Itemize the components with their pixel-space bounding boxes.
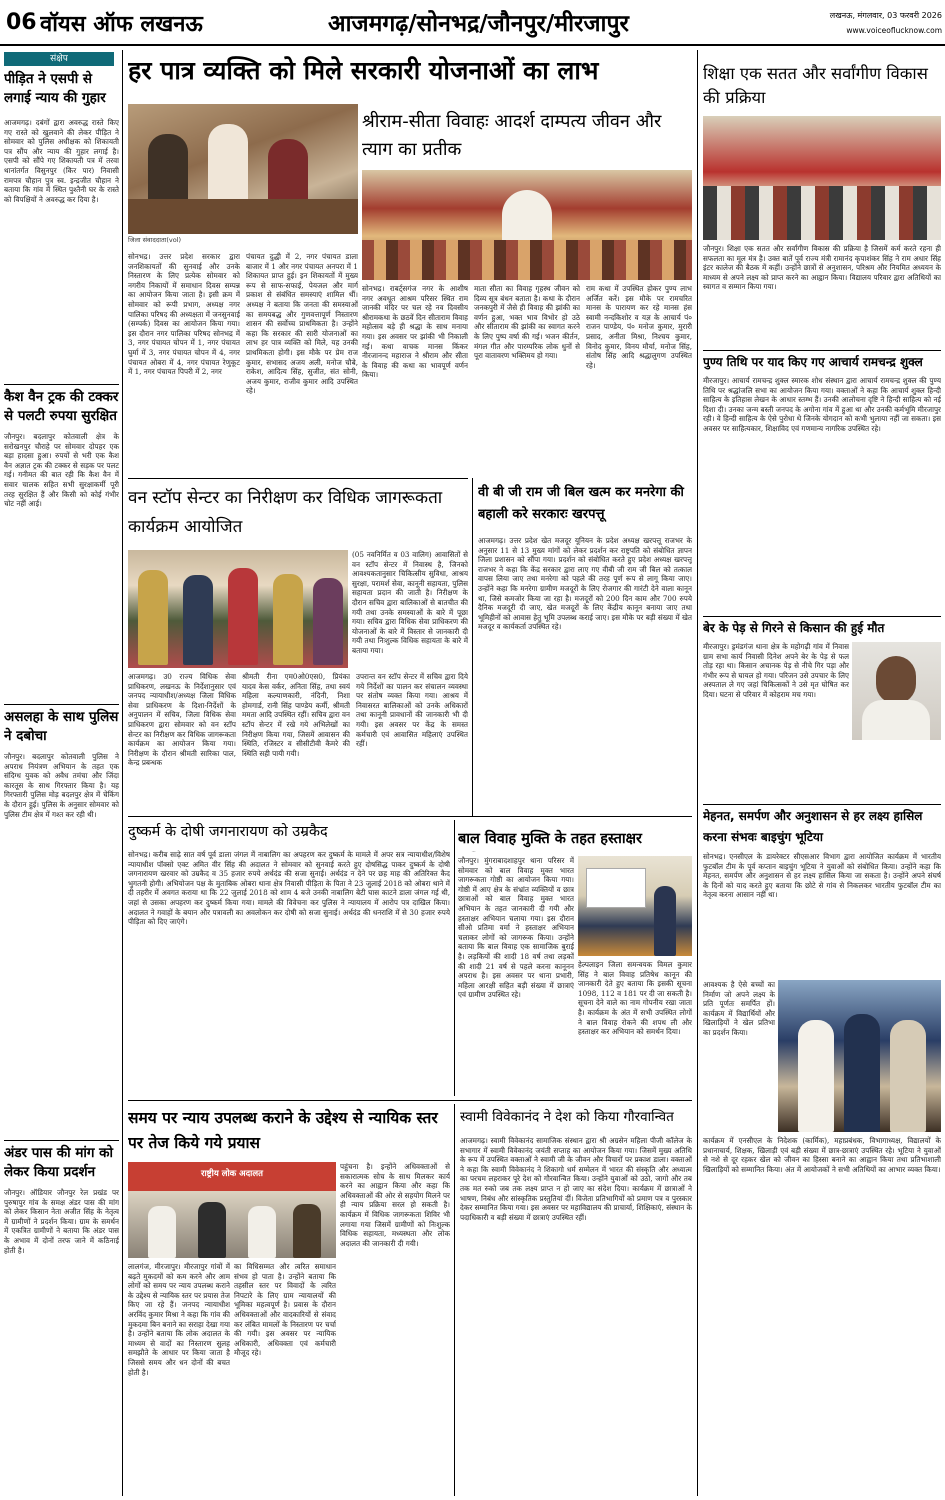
ram-sita-photo	[362, 170, 692, 280]
lead-body-col1: सोनभद्र। उत्तर प्रदेश सरकार द्वारा जनशिकायतों की सुनवाई और उनके निस्तारण के लिए प्रत्येक सोमवार को नगरीय निकायों में समाधान दिवस सम्पन्न का आयोजन किया जाता है। इसी क्रम में सोमवार को रूपी प्रभाग, अध्यक्ष नगर पालिका परिषद की अध्यक्षता में जनसुनवाई (सम्पर्क) दिवस का आयोजन किया गया। इस दौरान नगर पालिका परिषद सोनभद्र में 3, नगर पंचायत चोपन में 1, नगर पंचायत घुर्मा में 3, नगर पंचायत चोपन में 4, नगर पंचायत ओबरा में 4, नगर पंचायत रेणुकूट में 1, नगर पंचायत पिपरी में 2, नगर	[128, 252, 240, 377]
masthead	[0, 0, 945, 46]
column-rule	[472, 478, 473, 816]
osc-col3: उपरान्त वन स्टॉप सेन्टर में सचिव द्वारा दिये गये निर्देशों का पालन कर संचालन व्यवस्था पर संतोष व्यक्त किया गया। आश्रय में निवासरत बालिकाओं को उनके अधिकारों तथा कानूनी प्रावधानों की जानकारी भी दी गयी। इस अवसर पर केंद्र के समस्त कर्मचारी एवं आवासित महिलाएं उपस्थित रहीं।	[356, 672, 468, 749]
section-title: आजमगढ़/सोनभद्र/जौनपुर/मीरजापुर	[328, 11, 629, 37]
sidebar-headline-4: अंडर पास की मांग को लेकर किया प्रदर्शन	[4, 1145, 114, 1180]
sidebar-divider	[4, 1140, 119, 1141]
justice-body-3: पहुंचना है। इन्होंने अधिवक्ताओं से सकारात्मक सोच के साथ मिलकर कार्य करने का आह्वान किया और कहा कि अधिवक्ताओं की ओर से सहयोग मिलने पर ही न्याय प्रक्रिया सरल हो सकती है। कार्यक्रम में विधिक जागरूकता शिविर भी लगाया गया जिसमें ग्रामीणों को निःशुल्क विधिक सहायता, मध्यस्थता और लोक अदालत की जानकारी दी गयी।	[340, 1162, 450, 1248]
sidebar-body-1: आजमगढ़। दबंगों द्वारा अवरुद्ध रास्ते किए गए रास्ते को खुलवाने की लेकर पीड़ित ने सोमवार को पुलिस अधीक्षक को शिकायती पत्र सौंप और न्याय की गुहार लगाई है। एसपी को सौंपे गए शिकायती पत्र में तरवा थानांतर्गत विसुनपुर (किर पार) निवासी रामपत्र चौहान पुत्र स्व. इन्द्रजीत चौहान ने बताया कि गांव में स्थित पुश्तैनी घर के रास्ते को विपक्षियों ने अवरुद्ध कर दिया है।	[4, 118, 119, 204]
horizontal-rule	[703, 804, 941, 805]
horizontal-rule	[128, 816, 692, 817]
shukla-headline: पुण्य तिथि पर याद किए गए आचार्य रामचन्द्र शुक्ल	[703, 355, 923, 369]
vivekanand-headline: स्वामी विवेकानंद ने देश को किया गौरवान्वित	[460, 1109, 674, 1125]
sidebar-headline-1: पीड़ित ने एसपी से लगाई न्याय की गुहार	[4, 71, 106, 106]
horizontal-rule	[703, 350, 941, 351]
shukla-body: मीरजापुर। आचार्य रामचन्द्र शुक्ल स्मारक शोध संस्थान द्वारा आचार्य रामचन्द्र शुक्ल की पुण्य तिथि पर श्रद्धांजलि सभा का आयोजन किया गया। वक्ताओं ने कहा कि आचार्य शुक्ल हिन्दी साहित्य के इतिहास लेखन के आधार स्तम्भ हैं। उनकी आलोचना दृष्टि ने हिन्दी साहित्य को नई दिशा दी। उनका जन्म बस्ती जनपद के अगोना गांव में हुआ था और उनकी कर्मभूमि मीरजापुर रही। वे हिन्दी साहित्य के ऐसे पुरोधा थे जिनके योगदान को कभी भुलाया नहीं जा सकता। इस अवसर पर साहित्यकार, शिक्षाविद एवं गणमान्य नागरिक उपस्थित रहे।	[703, 376, 941, 433]
education-headline: शिक्षा एक सतत और सर्वांगीण विकास की प्रक्रिया	[703, 64, 928, 107]
court-headline: दुष्कर्म के दोषी जगनारायण को उम्रकैद	[128, 824, 328, 840]
child-body: जौनपुर। मुंगराबादशाहपुर थाना परिसर में सोमवार को बाल विवाह मुक्त भारत जागरूकता गोष्ठी का आयोजन किया गया। गोष्ठी में आए क्षेत्र के संभ्रांत व्यक्तियों व छात्र छात्राओं को बाल विवाह मुक्त भारत अभियान के तहत जानकारी दी गयी और हस्ताक्षर अभियान चलाया गया। इस दौरान सीओ प्रतिमा वर्मा ने हस्ताक्षर अभियान चलाकर लोगों को जागरूक किया। उन्होंने बताया कि बाल विवाह एक सामाजिक बुराई है। लड़कियों की शादी 18 वर्ष तथा लड़कों की शादी 21 वर्ष से पहले करना कानूनन अपराध है। इस अवसर पर थाना प्रभारी, महिला आरक्षी सहित बड़ी संख्या में छात्राएं एवं ग्रामीण उपस्थित रहे।	[458, 856, 574, 1000]
date-line: लखनऊ, मंगलवार, 03 फरवरी 2026	[829, 11, 942, 20]
hardwork-body: सोनभद्र। एनसीएल के डायरेक्टर सीएसआर विभाग द्वारा आयोजित कार्यक्रम में भारतीय फुटबॉल टीम के पूर्व कप्तान बाइचुंग भूटिया ने युवाओं को संबोधित किया। उन्होंने कहा कि मेहनत, समर्पण और अनुशासन से हर लक्ष्य हासिल किया जा सकता है। उन्होंने अपने संघर्ष के दिनों को याद करते हुए बताया कि छोटे से गांव से निकलकर भारतीय फुटबॉल टीम का नेतृत्व करना आसान नहीं था।	[703, 852, 941, 900]
ram-sita-col1: सोनभद्र। राबर्ट्सगंज नगर के आशीष नगर अवधूत आश्रम परिसर स्थित राम जानकी मंदिर पर चल रहे नव दिवसीय श्रीरामकथा के छठवें दिन सीताराम विवाह महोत्सव बड़े ही श्रद्धा के साथ मनाया गया। इस अवसर पर झांकी भी निकाली गई। कथा वाचक मानस किंकर नीरजानन्द महाराज ने श्रीराम और सीता के विवाह की कथा का भावपूर्ण वर्णन किया।	[362, 284, 468, 380]
ber-photo	[852, 642, 941, 740]
education-photo	[703, 116, 941, 240]
education-body: जौनपुर। शिक्षा एक सतत और सर्वांगीण विकास की प्रक्रिया है जिसमें कर्म करते रहना ही सफलता का मूल मंत्र है। उक्त बातें पूर्व राज्य मंत्री रामानंद कृपाशंकर सिंह ने राम अधार सिंह इंटर कालेज की बैठक में कहीं। उन्होंने छात्रों से अनुशासन, परिश्रम और नियमित अध्ययन के माध्यम से अपने लक्ष्य को प्राप्त करने का आह्वान किया। विद्यालय परिवार द्वारा अतिथियों का स्वागत व सम्मान किया गया।	[703, 244, 941, 292]
column-rule	[454, 820, 455, 1096]
osc-right-text: (05 नवनिर्मित व 03 वालिग) आवासितों से वन स्टॉप सेन्टर में निवास्थ है, जिनको आवश्यकतानुसार चिकित्सीय सुविधा, आश्रय सुरक्षा, परामर्श सेवा, कानूनी सहायता, पुलिस सहायता प्रदान की जाती है। निरीक्षण के दौरान सचिव द्वारा बालिकाओं से बातचीत की गयी तथा उनके समस्याओं के बारे में पूछा गया। सचिव द्वारा विधिक सेवा प्राधिकरण की योजनाओं के बारे में विस्तार से जानकारी दी गयी तथा निःशुल्क विधिक सहायता के बारे में बताया गया।	[352, 550, 468, 655]
website: www.voiceoflucknow.com	[846, 26, 942, 35]
sidebar-divider	[4, 384, 119, 385]
osc-headline: वन स्टॉप सेन्टर का निरीक्षण कर विधिक जागरूकता कार्यक्रम आयोजित	[128, 488, 443, 537]
lead-photo	[128, 104, 358, 234]
justice-body-1: लालगंज, मीरजापुर। मीरजापुर गांवों में बढ़ते मुकदमों को कम करने और आम लोगों को समय पर न्याय उपलब्ध कराने के उद्देश्य से न्यायिक स्तर पर प्रयास तेज किए जा रहे हैं। जनपद न्यायाधीश अरविंद कुमार मिश्रा ने कहा कि गांव की मुकदमा बिन बनाने का सराहा देखा गया है। उन्होंने बताया कि लोक अदालत के माध्यम से वादों का निस्तारण सुलह समझौते के आधार पर किया जाता है जिससे समय और धन दोनों की बचत होती है।	[128, 1262, 230, 1377]
column-rule	[122, 50, 123, 1496]
masthead-rule	[0, 44, 945, 46]
paper-name: वॉयस ऑफ लखनऊ	[40, 12, 203, 37]
justice-photo-banner: राष्ट्रीय लोक अदालत	[200, 1169, 263, 1179]
court-body: सोनभद्र। करीब साढ़े सात वर्ष पूर्व डाला जंगल में नाबालिग का अपहरण कर दुष्कर्म के मामले में अपर सत्र न्यायाधीश/विशेष न्यायाधीश पॉक्सो एक्ट अमित वीर सिंह की अदालत ने सोमवार को सुनवाई करते हुए दोषसिद्ध पाकर दुष्कर्म के दोषी जगनारायण खरवार को उम्रकैद व 35 हजार रुपये अर्थदंड की सजा सुनाई। अर्थदंड न देने पर छह माह की अतिरिक्त कैद भुगतनी होगी। अभियोजन पक्ष के मुताबिक ओबरा थाना क्षेत्र निवासी पीड़िता के पिता ने 23 जुलाई 2018 को ओबरा थाने में दी तहरीर में अवगत कराया था कि 22 जुलाई 2018 को शाम 4 बजे उनकी नाबालिग बेटी घास काटने डाला जंगल गई थी, जहां से उसका अपहरण कर दुष्कर्म किया गया। मामले की विवेचना कर पुलिस ने न्यायालय में आरोप पत्र दाखिल किया। अदालत ने गवाहों के बयान और पत्रावली का अवलोकन कर दोषी को सजा सुनाई। अर्थदंड की धनराशि में से 30 हजार रुपये पीड़िता को दिए जाएंगे।	[128, 850, 450, 927]
page-number: 06	[6, 10, 37, 35]
horizontal-rule	[128, 1100, 692, 1101]
sidebar-headline-2: कैश वैन ट्रक की टक्कर से पलटी रुपया सुरक्षित	[4, 389, 119, 424]
ber-body: मीरजापुर। ड्रमंडगंज थाना क्षेत्र के महोगढ़ी गांव में निवास ग्राम सभा कार्य निवासी दिनेश अपने बेर के पेड़ से फल तोड़ रहा था। किसान अचानक पेड़ से नीचे गिर पड़ा और गंभीर रूप से घायल हो गया। परिजन उसे उपचार के लिए अस्पताल ले गए जहां चिकित्सकों ने उसे मृत घोषित कर दिया। घटना से परिवार में कोहराम मच गया।	[703, 642, 849, 699]
lead-headline: हर पात्र व्यक्ति को मिले सरकारी योजनाओं का लाभ	[128, 56, 599, 85]
child-headline: बाल विवाह मुक्ति के तहत हस्ताक्षर	[458, 831, 642, 847]
lead-photo-caption: जिला संवाददाता(vol)	[128, 236, 182, 244]
justice-body-2: का विधिसम्मत और त्वरित समाधान संभव हो पाता है। उन्होंने बताया कि तहसील स्तर पर विवादों के त्वरित निपटारे के लिए ग्राम न्यायालयों की भूमिका महत्वपूर्ण है। प्रवास के दौरान अधिवक्ताओं और वादकारियों से संवाद कर लंबित मामलों के निस्तारण पर चर्चा की गयी। इस अवसर पर न्यायिक अधिकारी, अधिवक्ता एवं कर्मचारी मौजूद रहे।	[234, 1262, 336, 1358]
horizontal-rule	[128, 478, 468, 479]
ram-sita-headline: श्रीराम-सीता विवाहः आदर्श दाम्पत्य जीवन और त्याग का प्रतीक	[362, 111, 662, 160]
ram-sita-col2: माता सीता का विवाह गृहस्थ जीवन को दिव्य सूत्र बंधन बताता है। कथा के दौरान जनकपुरी में जैसे ही विवाह की झांकी का वर्णन हुआ, भक्त भाव विभोर हो उठे और सीताराम की झांकी का स्वागत करने के लिए पुष्प वर्षा की गई। भजन कीर्तन, मंगल गीत और पारम्परिक लोक धुनों से पूरा वातावरण भक्तिमय हो गया।	[474, 284, 580, 361]
horizontal-rule	[703, 616, 941, 617]
sidebar-body-3: जौनपुर। बदलापुर कोतवाली पुलिस ने अपराध नियंत्रण अभियान के तहत एक संदिग्ध युवक को अवैध तमंचा और जिंदा कारतूस के साथ गिरफ्तार किया है। यह गिरफ्तारी पुलिस मोड़ बदलपुर क्षेत्र में चेकिंग के दौरान हुई। पुलिस के अनुसार सोमवार को पुलिस टीम क्षेत्र में गश्त कर रही थी।	[4, 752, 119, 819]
ber-headline: बेर के पेड़ से गिरने से किसान की हुई मौत	[703, 621, 885, 635]
sidebar-body-4: जौनपुर। ऑडियार जौनपुर रेल प्रखंड पर पुरुषापुर गांव के समक्ष अंडर पास की मांग को लेकर किसान नेता अजीत सिंह के नेतृत्व में ग्रामीणों ने प्रदर्शन किया। ग्राम के समर्थन में एकत्रित ग्रामीणों ने बताया कि अंडर पास के अभाव में दोनों तरफ जाने में कठिनाई होती है।	[4, 1188, 119, 1255]
vivekanand-body: आजमगढ़। स्वामी विवेकानंद सामाजिक संस्थान द्वारा श्री अग्रसेन महिला पीजी कॉलेज के सभागार में स्वामी विवेकानंद जयंती सप्ताह का आयोजन किया गया। जिसमें मुख्य अतिथि के रूप में उपस्थित वक्ताओं ने स्वामी जी के जीवन और विचारों पर प्रकाश डाला। वक्ताओं ने कहा कि स्वामी विवेकानंद ने शिकागो धर्म सम्मेलन में भारत की संस्कृति और अध्यात्म का परचम लहराकर पूरे देश को गौरवान्वित किया। उन्होंने युवाओं को उठो, जागो और तब तक मत रुको जब तक लक्ष्य प्राप्त न हो जाए का संदेश दिया। कार्यक्रम में छात्राओं ने भाषण, निबंध और सांस्कृतिक प्रस्तुतियां दीं। विजेता प्रतिभागियों को प्रमाण पत्र व पुरस्कार देकर सम्मानित किया गया। इस अवसर पर महाविद्यालय की प्राचार्या, शिक्षिकाएं, संस्थान के पदाधिकारी व बड़ी संख्या में छात्राएं उपस्थित रहीं।	[460, 1136, 692, 1222]
vb-body: आजमगढ़। उत्तर प्रदेश खेत मजदूर यूनियन के प्रदेश अध्यक्ष खरपत्तू राजभर के अनुसार 11 से 13 मुख्य मांगों को लेकर प्रदर्शन कर राष्ट्रपति को संबोधित ज्ञापन जिला प्रशासन को सौंपा गया। प्रदर्शन को संबोधित करते हुए प्रदेश अध्यक्ष खरपत्तू राजभर ने कहा कि केंद्र सरकार द्वारा लाए गए वीबी जी राम जी बिल को तत्काल वापस लिया जाए तथा मनरेगा को पहले की तरह पूर्ण रूप से लागू किया जाए। उन्होंने कहा कि मनरेगा ग्रामीण मजदूरों के लिए रोजगार की गारंटी देने वाला कानून था, जिसे कमजोर किया जा रहा है। मजदूरों को 200 दिन काम और 700 रुपये दैनिक मजदूरी दी जाए, खेत मजदूरों के लिए केंद्रीय कानून बनाया जाए तथा भूमिहीनों को आवास हेतु भूमि उपलब्ध कराई जाए। इस मौके पर बड़ी संख्या में खेत मजदूर व कार्यकर्ता उपस्थित रहे।	[478, 536, 692, 632]
sidebar-divider	[4, 704, 119, 705]
child-body-2: हेल्पलाइन जिला समन्वयक विमल कुमार सिंह ने बाल विवाह प्रतिषेध कानून की जानकारी देते हुए बताया कि इसकी सूचना 1098, 112 व 181 पर दी जा सकती है। सूचना देने वाले का नाम गोपनीय रखा जाता है। कार्यक्रम के अंत में सभी उपस्थित लोगों ने बाल विवाह रोकने की शपथ ली और हस्ताक्षर कर अभियान को समर्थन दिया।	[578, 960, 692, 1037]
column-rule	[454, 1104, 455, 1496]
hardwork-body-3: कार्यक्रम में एनसीएल के निदेशक (कार्मिक), महाप्रबंधक, विभागाध्यक्ष, विद्यालयों के प्रधानाचार्य, शिक्षक, खिलाड़ी एवं बड़ी संख्या में छात्र-छात्राएं उपस्थित रहे। भूटिया ने युवाओं से नशे से दूर रहकर खेल को जीवन का हिस्सा बनाने का आह्वान किया तथा प्रतिभाशाली खिलाड़ियों को सम्मानित किया। अंत में आयोजकों ने सभी अतिथियों का आभार व्यक्त किया।	[703, 1136, 941, 1174]
vb-headline: वी बी जी राम जी बिल खत्म कर मनरेगा की बहाली करे सरकारः खरपत्तू	[478, 485, 684, 522]
justice-headline: समय पर न्याय उपलब्ध कराने के उद्देश्य से न्यायिक स्तर पर तेज किये गये प्रयास	[128, 1109, 438, 1152]
osc-col1: आजमगढ़। उ0 राज्य विधिक सेवा प्राधिकरण, लखनऊ के निर्देशानुसार एवं जनपद न्यायाधीश/अध्यक्ष जिला विधिक सेवा प्राधिकरण के दिशा-निर्देशों के अनुपालन में सचिव, जिला विधिक सेवा प्राधिकरण द्वारा सोमवार को वन स्टॉप सेन्टर का निरीक्षण कर विधिक जागरूकता कार्यक्रम का आयोजन किया गया। निरीक्षण के दौरान श्रीमती सारिका पाल, केन्द्र प्रबन्धक	[128, 672, 236, 768]
sidebar-label: संक्षेप	[4, 52, 114, 66]
osc-photo	[128, 550, 348, 668]
sidebar-body-2: जौनपुर। बदलापुर कोतवाली क्षेत्र के सरोखनपुर चौराहे पर सोमवार दोपहर एक बड़ा हादसा हुआ। रुपयों से भरी एक कैश वैन अज्ञात ट्रक की टक्कर से सड़क पर पलट गई। गनीमत की बात रही कि कैश वैन में सवार चालक सहित सभी सुरक्षाकर्मी पूरी तरह सुरक्षित हैं और किसी को कोई गंभीर चोट नहीं आई।	[4, 432, 119, 509]
justice-photo	[128, 1162, 336, 1258]
hardwork-body-2: आवश्यक है ऐसे बच्चों का निर्माण जो अपने लक्ष्य के प्रति पूर्णतः समर्पित हों। कार्यक्रम में विद्यार्थियों और खिलाड़ियों ने खेल प्रतिभा का प्रदर्शन किया।	[703, 980, 775, 1037]
lead-body-col2: पंचायत दुद्धी में 2, नगर पंचायत डाला बाजार में 1 और नगर पंचायत अनपरा में 1 शिकायत प्राप्त हुई। इन शिकायतों में मुख्य रूप से साफ-सफाई, पेयजल और मार्ग प्रकाश से संबंधित समस्याएं शामिल थीं। अध्यक्ष ने बताया कि जनता की समस्याओं का समयबद्ध और गुणवत्तापूर्ण निस्तारण शासन की सर्वोच्च प्राथमिकता है। उन्होंने कहा कि सरकार की सारी योजनाओं का लाभ हर पात्र व्यक्ति को मिले, यह उनकी प्राथमिकता होगी। इस मौके पर प्रेम राज कुमार, सभासद अजय अली, मनोज चौबे, राकेश, आदित्य सिंह, सुजीत, संत सोनी, अजय कुमार, राजीव कुमार आदि उपस्थित रहे।	[246, 252, 358, 396]
sidebar-headline-3: असलहा के साथ पुलिस ने दबोचा	[4, 709, 119, 744]
hardwork-photo	[778, 980, 941, 1132]
column-rule	[697, 50, 698, 1496]
ram-sita-col3: राम कथा में उपस्थित होकर पुण्य लाभ अर्जित करें। इस मौके पर रामचरित मानस के पारायण कर रहे मानस हंस स्वामी नन्दकिशोर व यज्ञ के आचार्य पं० राजन पाण्डेय, पं० मनोज कुमार, मुरारी प्रसाद, अनीता मिश्रा, निश्चय कुमार, विनोद कुमार, विनय मौर्या, मनोज सिंह, संतोष सिंह आदि श्रद्धालुगण उपस्थित रहे।	[586, 284, 692, 370]
hardwork-headline: मेहनत, समर्पण और अनुशासन से हर लक्ष्य हासिल करना संभवः बाइचुंग भूटिया	[703, 809, 923, 844]
osc-col2: श्रीमती रीना एम0ओ0एस0, प्रियंका यादव केस वर्कर, अनिता सिंह, तथा स्वयं महिला कल्याणकारी, नंदिनी, निशा होमगार्ड, रानी सिंह पाण्डेय कर्मी, श्रीमती ममता आदि उपस्थित रहीं। सचिव द्वारा वन स्टॉप सेन्टर में रखे गये अभिलेखों का निरीक्षण किया गया, जिसमें आवासन की स्थिति, रजिस्टर व सीसीटीवी कैमरे की स्थिति सही पायी गयी।	[242, 672, 350, 758]
child-photo	[578, 856, 692, 956]
